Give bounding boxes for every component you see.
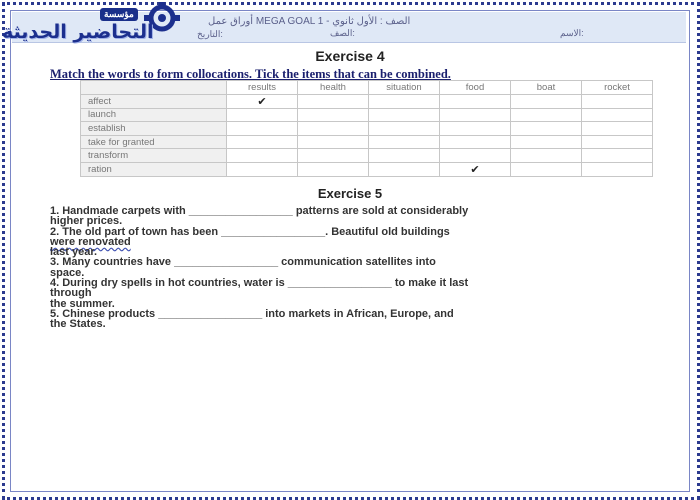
tick-cell[interactable] bbox=[440, 108, 511, 122]
tick-cell[interactable] bbox=[298, 108, 369, 122]
column-header: rocket bbox=[582, 81, 653, 95]
header-class-label: الصف: bbox=[330, 28, 355, 38]
tick-cell[interactable] bbox=[369, 162, 440, 176]
tick-cell[interactable] bbox=[298, 122, 369, 136]
row-word: take for granted bbox=[81, 135, 227, 149]
tick-cell[interactable] bbox=[298, 162, 369, 176]
tick-cell[interactable] bbox=[227, 108, 298, 122]
tick-cell[interactable] bbox=[227, 135, 298, 149]
sentence-line: higher prices. bbox=[50, 215, 123, 228]
column-header: health bbox=[298, 81, 369, 95]
tick-cell[interactable] bbox=[511, 162, 582, 176]
tick-cell[interactable] bbox=[440, 122, 511, 136]
exercise4-instruction: Match the words to form collocations. Tick the items that can be combined. bbox=[50, 67, 451, 81]
tick-cell[interactable] bbox=[298, 149, 369, 163]
tick-cell[interactable] bbox=[511, 108, 582, 122]
sentence-line: 1. Handmade carpets with _________________ patterns are sold at considerably bbox=[50, 205, 469, 217]
sentence-line: were renovated bbox=[50, 235, 131, 248]
table-row bbox=[81, 108, 653, 122]
tick-cell[interactable] bbox=[582, 108, 653, 122]
tick-cell[interactable] bbox=[227, 162, 298, 176]
table-row bbox=[81, 94, 653, 108]
tick-cell[interactable] bbox=[582, 162, 653, 176]
header-title: أوراق عمل MEGA GOAL 1 - الصف : الأول ثانوي bbox=[208, 16, 411, 27]
row-word: launch bbox=[81, 108, 227, 122]
tick-cell[interactable] bbox=[440, 149, 511, 163]
tick-cell[interactable] bbox=[582, 149, 653, 163]
logo-name-text: التحاضير الحديثة bbox=[2, 21, 154, 43]
sentence-line: last year. bbox=[50, 246, 98, 259]
table-corner-cell bbox=[81, 81, 227, 95]
exercise4-title: Exercise 4 bbox=[315, 48, 385, 64]
tick-cell[interactable] bbox=[582, 122, 653, 136]
sentence-line: space. bbox=[50, 266, 85, 279]
tick-cell[interactable] bbox=[227, 149, 298, 163]
tick-cell[interactable] bbox=[369, 135, 440, 149]
sentence-line: 5. Chinese products _________________ into markets in African, Europe, and bbox=[50, 307, 454, 320]
tick-cell[interactable] bbox=[298, 135, 369, 149]
tick-cell[interactable]: ✔ bbox=[227, 94, 298, 108]
table-header-row bbox=[81, 81, 653, 95]
sentence-line: the States. bbox=[50, 318, 106, 331]
sentence-line: the summer. bbox=[50, 297, 115, 310]
row-word: transform bbox=[81, 149, 227, 163]
tick-cell[interactable] bbox=[298, 94, 369, 108]
column-header: food bbox=[440, 81, 511, 95]
tick-cell[interactable]: ✔ bbox=[440, 162, 511, 176]
tick-cell[interactable] bbox=[582, 94, 653, 108]
row-word: establish bbox=[81, 122, 227, 136]
tick-cell[interactable] bbox=[440, 94, 511, 108]
column-header: boat bbox=[511, 81, 582, 95]
table-row bbox=[81, 122, 653, 136]
tick-cell[interactable] bbox=[511, 122, 582, 136]
tick-cell[interactable] bbox=[369, 122, 440, 136]
column-header: results bbox=[227, 81, 298, 95]
tick-cell[interactable] bbox=[440, 135, 511, 149]
sentence-line: 2. The old part of town has been _________________. Beautiful old buildings bbox=[50, 225, 450, 238]
table-row bbox=[81, 149, 653, 163]
tick-cell[interactable] bbox=[227, 122, 298, 136]
tick-cell[interactable] bbox=[369, 94, 440, 108]
sentence-line: 4. During dry spells in hot countries, water is _________________ to make it last bbox=[50, 277, 469, 290]
row-word: ration bbox=[81, 162, 227, 176]
row-word: affect bbox=[81, 94, 227, 108]
header-date-label: التاريخ: bbox=[197, 29, 223, 39]
table-row bbox=[81, 162, 653, 176]
logo-brand-text: مؤسسة bbox=[100, 8, 138, 21]
tick-cell[interactable] bbox=[369, 108, 440, 122]
header-name-label: الاسم: bbox=[560, 28, 584, 38]
exercise5-sentences bbox=[50, 206, 660, 330]
tick-cell[interactable] bbox=[511, 149, 582, 163]
column-header: situation bbox=[369, 81, 440, 95]
table-row bbox=[81, 135, 653, 149]
tick-cell[interactable] bbox=[369, 149, 440, 163]
tick-cell[interactable] bbox=[582, 135, 653, 149]
tick-cell[interactable] bbox=[511, 94, 582, 108]
tick-cell[interactable] bbox=[511, 135, 582, 149]
publisher-logo bbox=[0, 0, 185, 50]
exercise5-title: Exercise 5 bbox=[317, 186, 383, 201]
collocation-table bbox=[80, 80, 653, 177]
sentence-line: 3. Many countries have _________________ communication satellites into bbox=[50, 256, 436, 269]
sentence-line: through bbox=[50, 287, 92, 300]
